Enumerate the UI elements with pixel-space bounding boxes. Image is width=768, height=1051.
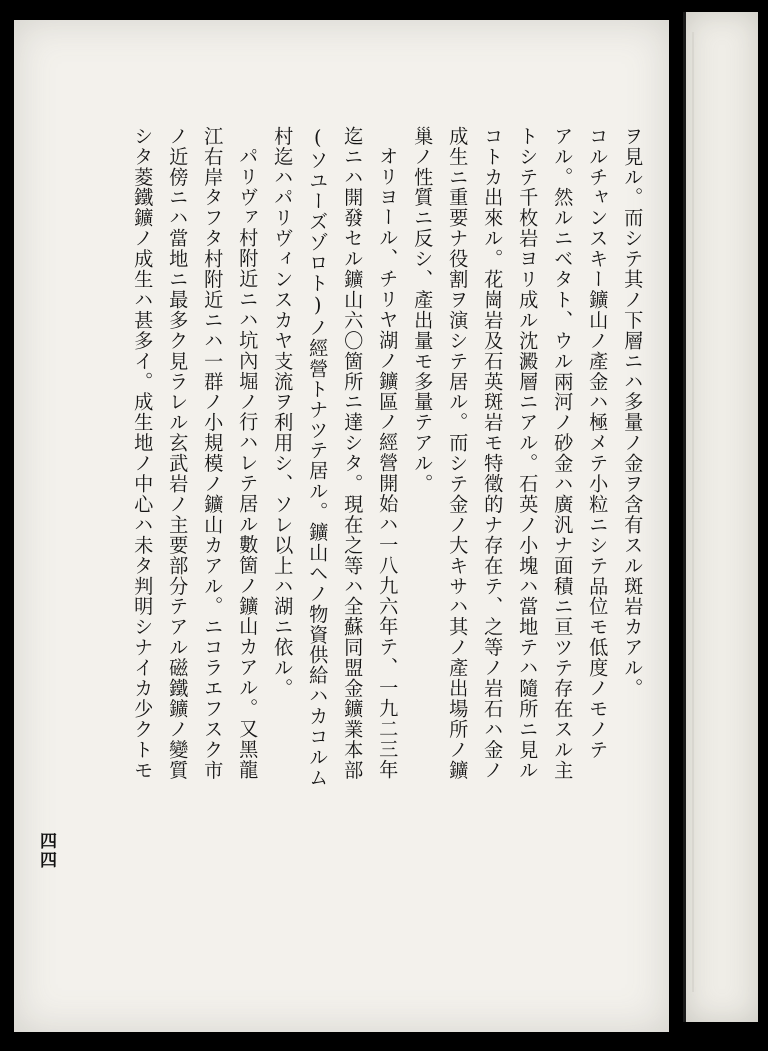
text-column-15: シタ菱鐵鑛ノ成生ハ甚多イ。成生地ノ中心ハ未タ判明シナイカ少クトモ [131,126,155,781]
page-number: 四四 [36,832,56,870]
text-column-11: 村迄ハパリヴィンスカヤ支流ヲ利用シ、ソレ以上ハ湖ニ依ル。 [271,126,295,699]
text-column-5: コトカ出來ル。花崗岩及石英斑岩モ特徵的ナ存在テ、之等ノ岩石ハ金ノ [481,126,505,781]
text-column-3: アル。然ルニベタト、ウル兩河ノ砂金ハ廣汎ナ面積ニ亘ツテ存在スル主 [551,126,575,781]
text-column-8: オリヨール、チリヤ湖ノ鑛區ノ經營開始ハ一八九六年テ、一九二三年 [376,146,400,780]
text-column-9: 迄ニハ開發セル鑛山六〇箇所ニ達シタ。現在之等ハ全蘇同盟金鑛業本部 [341,126,365,781]
text-column-12: パリヴァ村附近ニハ坑內堀ノ行ハレテ居ル數箇ノ鑛山カアル。又黑龍 [236,146,260,780]
text-column-13: 江右岸タフタ村附近ニハ一群ノ小規模ノ鑛山カアル。ニコラエフスク市 [201,126,225,781]
text-column-1: ヲ見ル。而シテ其ノ下層ニハ多量ノ金ヲ含有スル斑岩カアル。 [621,126,645,699]
text-column-10: (ソユーズゾロト)ノ經營トナツテ居ル。鑛山ヘノ物資供給ハカコルム [306,126,330,788]
text-column-6: 成生ニ重要ナ役割ヲ演シテ居ル。而シテ金ノ大キサハ其ノ產出場所ノ鑛 [446,126,470,781]
adjacent-page-edge [683,12,758,1022]
text-column-4: トシテ千枚岩ヨリ成ル沈澱層ニアル。石英ノ小塊ハ當地テハ隨所ニ見ル [516,126,540,781]
text-column-7: 巢ノ性質ニ反シ、產出量モ多量テアル。 [411,126,435,495]
text-column-2: コルチャンスキー鑛山ノ產金ハ極メテ小粒ニシテ品位モ低度ノモノテ [586,126,610,760]
text-column-14: ノ近傍ニハ當地ニ最多ク見ラレル玄武岩ノ主要部分テアル磁鐵鑛ノ變質 [166,126,190,781]
